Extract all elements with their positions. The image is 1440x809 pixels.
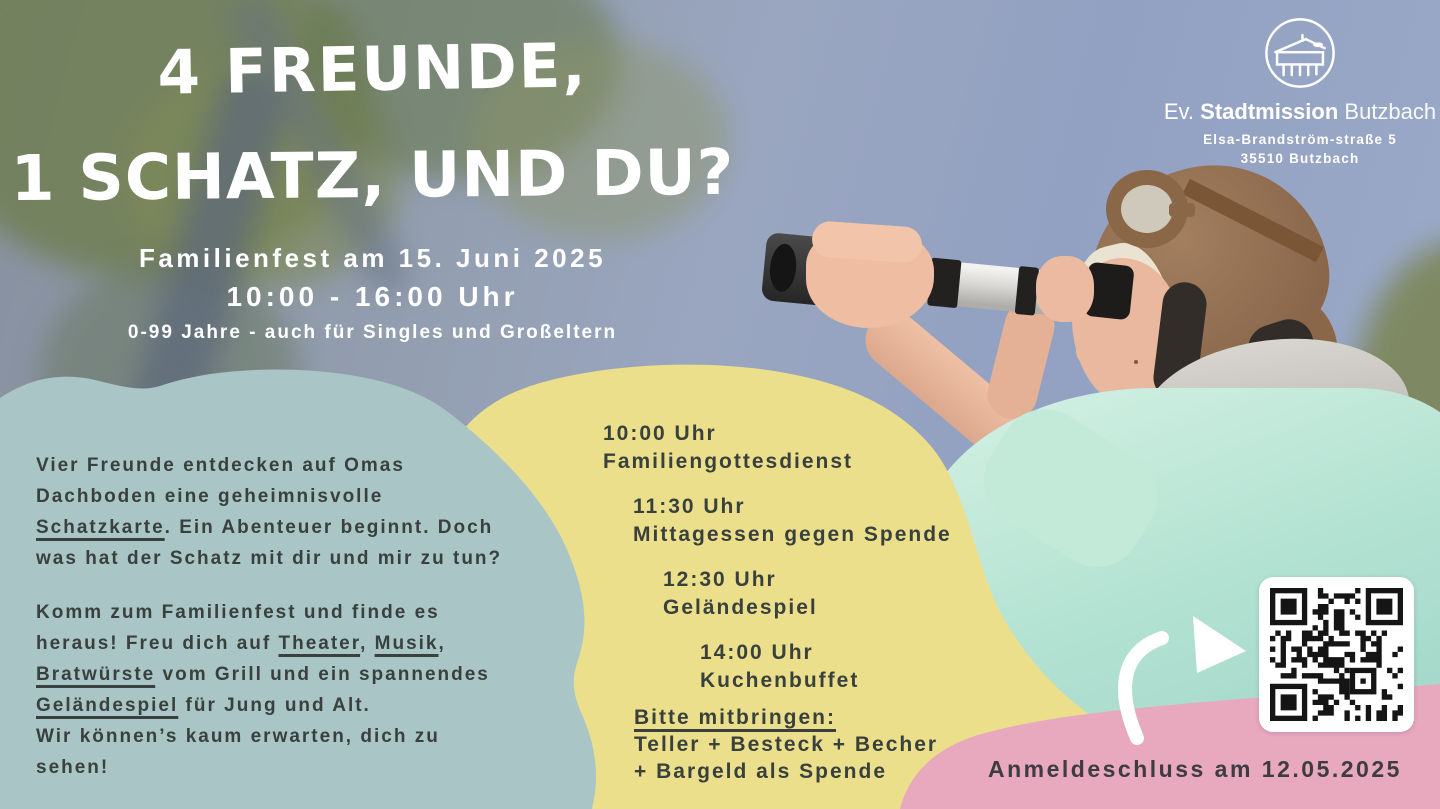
schedule-label: Mittagessen gegen Spende xyxy=(633,523,952,546)
stadtmission-house-logo-icon xyxy=(1259,12,1341,94)
schedule-item xyxy=(603,420,952,476)
qr-code xyxy=(1259,577,1414,732)
org-name-prefix: Ev. xyxy=(1163,99,1195,124)
schedule-time: 14:00 Uhr xyxy=(700,641,814,664)
schedule-item xyxy=(663,566,952,622)
org-name-bold: Stadtmission xyxy=(1200,99,1339,124)
schedule-label: Familiengottesdienst xyxy=(603,450,854,473)
schedule-item xyxy=(633,493,952,549)
schedule-block xyxy=(603,420,952,712)
qr-code-icon xyxy=(1270,588,1403,721)
bring-line: + Bargeld als Spende xyxy=(634,760,887,783)
event-audience: 0-99 Jahre - auch für Singles und Großeltern xyxy=(127,322,618,343)
organization-city: 35510 Butzbach xyxy=(1240,151,1360,166)
schedule-label: Geländespiel xyxy=(663,596,818,619)
organization-street: Elsa-Brandström-straße 5 xyxy=(1203,132,1397,147)
headline-block xyxy=(0,30,745,344)
registration-deadline: Anmeldeschluss am 12.05.2025 xyxy=(988,756,1402,782)
bring-line: Teller + Besteck + Becher xyxy=(634,733,939,756)
schedule-label: Kuchenbuffet xyxy=(700,669,860,692)
schedule-time: 11:30 Uhr xyxy=(633,495,746,518)
event-time: 10:00 - 16:00 Uhr xyxy=(226,281,519,312)
organization-name xyxy=(1162,99,1438,125)
schedule-time: 12:30 Uhr xyxy=(663,568,777,591)
bring-heading: Bitte mitbringen: xyxy=(634,706,836,729)
story-text: Vier Freunde entdecken auf Omas Dachboden eine geheimnisvolle Schatzkarte. Ein Abenteuer beginnt. Doch was hat der Schatz mit dir und mir zu tun? Komm zum Familienfest und finde es heraus! Freu dich auf Theater, Musik, Bratwürste vom Grill und ein spannendes Geländespiel für Jung und Alt. Wir können’s kaum erwarten, dich zu sehen! xyxy=(36,455,503,778)
schedule-time: 10:00 Uhr xyxy=(603,422,717,445)
bring-list xyxy=(634,704,938,785)
headline-line1: 4 FREUNDE, xyxy=(156,30,589,109)
schedule-item xyxy=(700,639,952,695)
event-date: Familienfest am 15. Juni 2025 xyxy=(138,243,607,273)
headline-line2: 1 SCHATZ, UND DU? xyxy=(10,135,735,216)
org-name-suffix: Butzbach xyxy=(1344,99,1437,124)
organization-block xyxy=(1162,12,1438,166)
